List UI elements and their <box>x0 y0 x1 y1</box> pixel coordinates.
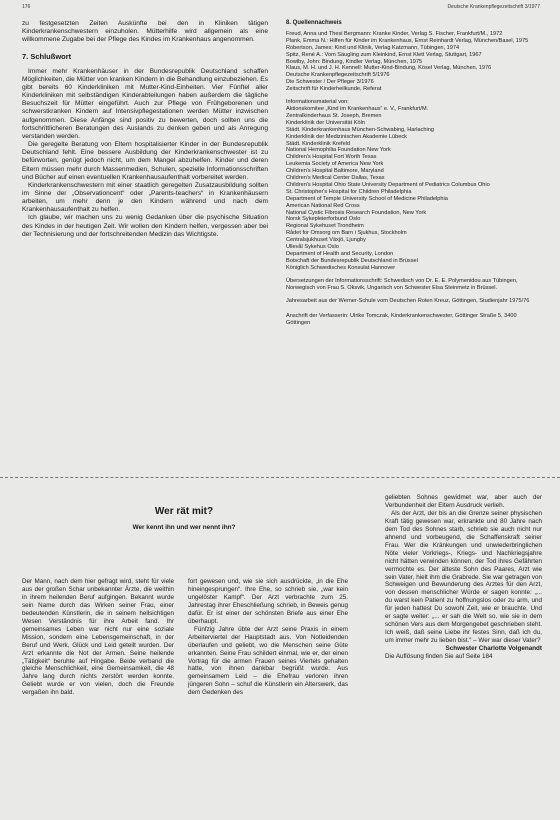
list-item: American National Red Cross <box>286 202 360 209</box>
feature-column-2 <box>188 578 348 697</box>
translation-note: Übersetzungen der Informationsschrift: Schwedisch von Dr. E. E. Polymenidou aus Tübingen, Norwegisch von Frau S. Oksvik, Ungarisch von Schwester Elsa Steinmetz in Brüssel. <box>286 277 518 291</box>
list-item: Children's Hospital Baltimore, Maryland <box>286 168 384 175</box>
list-item: Norsk Sykepleierforbund Oslo <box>286 216 361 223</box>
intro-paragraph: zu festgesetzten Zeiten Auskünfte bei den in Kliniken tätigen Kinderkrankenschwestern einzuholen. Mütterhilfe wird allgemein als eine willkommene Zugabe bei der Pflege des Kindes im Krankenhaus angenommen. <box>22 20 268 44</box>
list-item: St. Christopher's Hospital for Children Philadelphia <box>286 188 412 195</box>
list-item: Klaus, M. H. und J. H. Kennell: Mutter-Kind-Bindung, Kösel Verlag, München, 1976 <box>286 65 492 72</box>
solution-note: Die Auflösung finden Sie auf Seite 184 <box>385 653 493 661</box>
feature-column-3-text <box>385 494 542 645</box>
feature-column-3 <box>385 494 542 661</box>
list-item: Regional Sykehuset Trondheim <box>286 223 364 230</box>
list-item: Königlich Schwedisches Konsulat Hannover <box>286 264 396 271</box>
list-item: Centralsjukhuset Växjö, Ljungby <box>286 237 366 244</box>
list-item: Children's Hospital Fort Worth Texas <box>286 154 377 161</box>
list-item: Aktionskomitee „Kind im Krankenhaus“ e. V., Frankfurt/M. <box>286 105 429 112</box>
section-divider <box>0 477 560 478</box>
feature-column-1 <box>22 578 174 697</box>
list-item: Die Schwester / Der Pfleger 3/1976 <box>286 79 374 86</box>
feature-title: Wer rät mit? <box>154 506 214 517</box>
list-item: Department of Health and Security, London <box>286 251 394 257</box>
info-list <box>286 106 540 272</box>
info-heading: Informationsmaterial von: <box>286 99 349 106</box>
list-item: Städt. Kinderklinik Krefeld <box>286 140 351 147</box>
article-left-column <box>22 20 268 239</box>
list-item: Ullevål Sykehus Oslo <box>286 244 339 251</box>
list-item: Zentralkinderhaus St. Joseph, Bremen <box>286 112 382 119</box>
list-item: Robertson, James: Kind und Klinik, Verlag Katzmann, Tübingen, 1974 <box>286 44 460 51</box>
text-paragraph: geliebten Sohnes gewidmet war, aber auch der Verbundenheit der Eltern Ausdruck verlieh. <box>385 494 542 509</box>
thesis-note: Jahresarbeit aus der Werner-Schule vom Deutschen Roten Kreuz, Göttingen, Studienjahr 1975/76 <box>286 297 530 304</box>
sources-heading: 8. Quellennachweis <box>286 20 342 26</box>
list-item: Städt. Kinderkrankenhaus München-Schwabing, Harlaching <box>286 126 435 133</box>
list-item: Deutsche Krankenpflegezeitschrift 5/1976 <box>286 72 390 79</box>
text-paragraph: Fünfzig Jahre übte der Arzt seine Praxis in einem Arbeiterviertel der Hauptstadt aus. Von Notleidenden überlaufen und geliebt, wo die Menschen seine Güte erkannten. Seine Frau schildert einmal, wie er, der einen Vortrag für die armen Frauen seines Viertels gehalten hatte, von ihnen dankbar begrüßt wurde. Aus gemeinsamem Leid – die Ehefrau verloren ihren jüngeren Sohn – schuf die Künstlerin ein Alterswerk, das dem Gedenken des <box>188 625 348 697</box>
paragraph-1: Immer mehr Krankenhäuser in der Bundesrepublik Deutschland schaffen Möglichkeiten, die Mütter von kranken Kindern in die Behandlung einzubeziehen. Es gibt bereits 60 Kinderkliniken mit Mutter-Kind-Einheiten. Vier Fünftel aller Kinderkliniken mit selbständigen Kinderabteilungen haben außerdem die tägliche Besuchszeit für Mütter eingeführt. Auch zur Pflege von Frühgeborenen und schwerstkranken Kindern auf Intensivpflegestationen werden Mütter inzwischen aufgenommen. Diese Anfänge sind positiv zu bewerten, doch sollten uns die fortschrittlicheren Beratungen des Auslands zu denken geben und als Anregung verstanden werden. <box>22 67 268 140</box>
text-paragraph: Der Mann, nach dem hier gefragt wird, steht für viele aus der großen Schar unbekannter Ärzte, die weithin in ihrem heilenden Beruf aufgingen. Bekannt wurde sein Name durch das Wirken seiner Frau, einer bedeutenden Künstlerin, die in seinem hellsichtigen Wesen Verständnis für ihre Arbeit fand. Ihr gemeinsames Leben war nicht nur eine soziale Mission, sondern eine Lebensgemeinschaft, in der Beruf und Werk, Glück und Leid geteilt wurden. Der Arzt erkannte die Not der Armen. Seine heilende „Tätigkeit“ beruhte auf Hingabe. Beide verband die gleiche Menschlichkeit, eine Gemeinsamkeit, die 48 Jahre lang durch nichts zerstört werden konnte. Geliebt wurde er von vielen, doch die Freunde vergaßen ihn bald. <box>22 578 174 697</box>
list-item: Bowlby, John: Bindung, Kindler Verlag, München, 1975 <box>286 58 423 65</box>
list-item: Botschaft der Bundesrepublik Deutschland in Brüssel <box>286 257 418 264</box>
journal-title: Deutsche Krankenpflegezeitschrift 3/1977 <box>447 4 540 10</box>
list-item: Rådet for Omsorg om Barn i Sjukhus, Stockholm <box>286 230 407 237</box>
list-item: Department of Temple University School of Medicine Philadelphia <box>286 195 448 202</box>
author-address: Anschrift der Verfasserin: Ulrike Tomczak, Kinderkrankenschwester, Göttinger Straße 5, 3400 Göttingen <box>286 313 517 327</box>
reference-list <box>286 31 540 93</box>
list-item: National Cystic Fibrosis Research Foundation, New York <box>286 209 427 216</box>
paragraph-3: Kinderkrankenschwestern mit einer staatlich geregelten Zusatzausbildung sollten im Sinne der „Observationcent“ oder „Parents-teachers“ in Krankenhäusern arbeiten, um mehr denn je den Kindern während und nach dem Krankenhausaufenthalt zu helfen. <box>22 181 268 214</box>
text-paragraph: fort gewesen und, wie sie sich ausdrückte, „in die Ehe hineingesprungen“. Ihre Ehe, so schrieb sie, „war kein ungelöster Kampf“. Der Arzt verbrachte zum 25. Jahrestag ihrer Eheschließung schrieb, in Beweis genug dafür. Er ist einer der schönsten Briefe aus einer Ehe überhaupt. <box>188 578 348 625</box>
text-paragraph: Als der Arzt, der bis an die Grenze seiner physischen Kraft tätig gewesen war, erkrankte und 80 Jahre nach dem Tod des Sohnes starb, schrieb sie auch nicht nur ahnend und vorbeugend, die Schaffenskraft seiner Frau. Wer die Kränkungen und unwiederbringlichen Nöte vieler Vorkriegs-, Kriegs- und Nachkriegsjahre nicht hätten verwinden können, der Tod ihres Gefährten vermochte es. Der älteste Sohn des Paares, Arzt wie sein Vater, hielt ihm die Grabrede. Sie war getragen von Schweigen und Bewunderung des Arztes für den Arzt, von dessen menschlicher Würde er sagen konnte: „... du warst kein Patient zu hoffnungslos oder zu arm, und für jeden hattest Du sowohl Zeit, wie er brauchte. Und er sagte weiter: „... er sah die Welt so, wie sie in dem schönen Vers aus dem Morgengebet geschrieben steht. Ich weiß, daß seine Liebe ihr festes Sinn, daß ich du, um immer mehr zu lieben bist.“ – Wer war dieser Vater? <box>385 509 542 645</box>
list-item: Kinderklinik der Universität Köln <box>286 119 365 126</box>
feature-subtitle: Wer kennt ihn und wer nennt ihn? <box>132 524 236 531</box>
signature: Schwester Charlotte Volgenandt <box>445 645 542 653</box>
list-item: Children's Hospital Ohio State University Department of Pediatrics Columbus Ohio <box>286 181 490 188</box>
page-header <box>22 4 540 13</box>
list-item: Plank, Emma N.: Hilfen für Kinder im Krankenhaus, Ernst Reinhardt Verlag, München/Basel, 1975 <box>286 37 529 44</box>
paragraph-4: Ich glaube, wir machen uns zu wenig Gedanken über die psychische Situation des Kindes in der heutigen Zeit. Wir wollen den Kindern helfen, vergessen aber bei der Technisierung und der fortschreitenden Medizin das Wichtigste. <box>22 214 268 238</box>
section-heading: 7. Schlußwort <box>22 52 72 62</box>
list-item: Spitz, René A.: Vom Säugling zum Kleinkind, Ernst Klett Verlag, Stuttgart, 1967 <box>286 51 482 58</box>
paragraph-2: Die geregelte Beratung von Eltern hospitalisierter Kinder in der Bundesrepublik Deutschland fehlt. Eine bessere Ausbildung der Kinderkrankenschwester ist zu befürworten, genügt jedoch nicht, um dem Mangel abzuhelfen. Kinder und deren Eltern müssen mehr durch Massenmedien, Schulen, spezielle Informationsschriften und Bücher auf einen eventuellen Krankenhausaufenthalt vorbereitet werden. <box>22 141 268 181</box>
sources-column <box>286 20 540 327</box>
list-item: Zeitschrift für Kinderheilkunde, Referat <box>286 86 382 93</box>
list-item: National Hemophilia Foundation New York <box>286 147 391 154</box>
page-number: 176 <box>22 4 31 10</box>
list-item: Kinderklinik der Medizinischen Akademie Lübeck <box>286 133 407 140</box>
list-item: Leukemia Society of America New York <box>286 161 384 168</box>
list-item: Freud, Anna und Thesi Bergmann: Kranke Kinder, Verlag S. Fischer, Frankfurt/M., 1972 <box>286 30 503 37</box>
list-item: Children's Medical Center Dallas, Texas <box>286 175 385 182</box>
